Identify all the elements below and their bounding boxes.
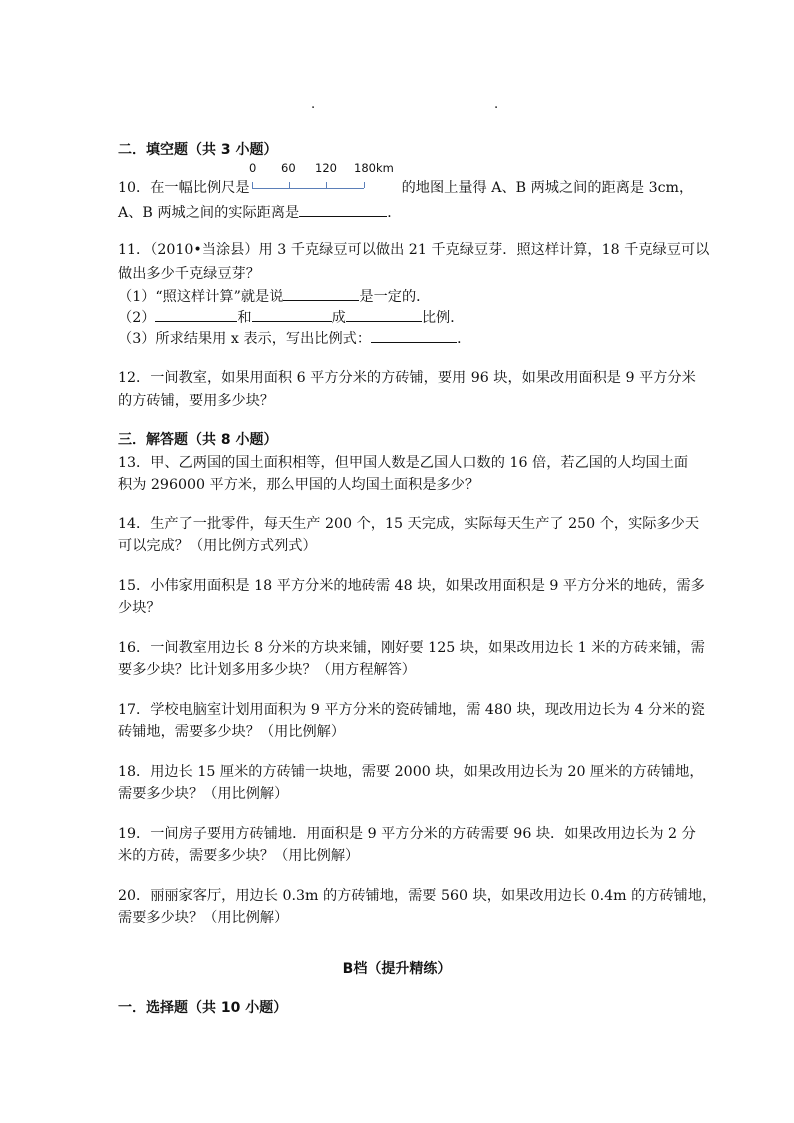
q18-line2: 需要多少块？（用比例解） bbox=[118, 786, 289, 802]
section-solve-heading: 三．解答题（共 8 小题） bbox=[118, 432, 278, 448]
b-level-heading: B档（提升精练） bbox=[342, 961, 452, 977]
q17-line2: 砖铺地，需要多少块？（用比例解） bbox=[118, 724, 346, 740]
q10-line1 bbox=[118, 178, 693, 198]
q14-line1: 14．生产了一批零件，每天生产 200 个，15 天完成，实际每天生产了 250 个，实际多少天 bbox=[118, 516, 700, 532]
q11-part2-blank-1[interactable] bbox=[155, 307, 237, 322]
scale-label-0: 0 bbox=[249, 161, 257, 175]
q10-text-before: 10．在一幅比例尺是 bbox=[118, 180, 250, 196]
header-dot-right: . bbox=[494, 97, 499, 112]
q11-part3-blank[interactable] bbox=[371, 328, 457, 343]
q11-part1-blank[interactable] bbox=[283, 286, 359, 301]
scale-tick bbox=[364, 182, 365, 188]
q11-part2 bbox=[118, 307, 464, 328]
q16-line1: 16．一间教室用边长 8 分米的方块来铺，刚好要 125 块，如果改用边长 1 米的方砖来铺，需 bbox=[118, 640, 705, 656]
q10-text-after: 的地图上量得 A、B 两城之间的距离是 3cm， bbox=[401, 180, 694, 196]
q20-line2: 需要多少块？（用比例解） bbox=[118, 910, 289, 926]
q11-part2-text: （2） bbox=[118, 310, 156, 326]
scale-tick bbox=[252, 182, 253, 188]
q16-line2: 要多少块？比计划多用多少块？（用方程解答） bbox=[118, 662, 416, 678]
scale-label-180km: 180km bbox=[354, 161, 394, 175]
q18-line1: 18．用边长 15 厘米的方砖铺一块地，需要 2000 块，如果改用边长为 20 厘米的方砖铺地， bbox=[118, 764, 704, 780]
q10-line2 bbox=[118, 202, 401, 223]
scale-tick bbox=[289, 182, 290, 188]
q15-line1: 15．小伟家用面积是 18 平方分米的地砖需 48 块，如果改用面积是 9 平方分米的地砖，需多 bbox=[118, 578, 705, 594]
q11-part1-end: 是一定的． bbox=[359, 289, 431, 305]
q11-part2-and: 和 bbox=[237, 310, 252, 326]
scale-label-120: 120 bbox=[315, 161, 337, 175]
section-fill-blank-heading: 二．填空题（共 3 小题） bbox=[118, 142, 278, 158]
scale-bar-line bbox=[252, 188, 364, 189]
q19-line1: 19．一间房子要用方砖铺地．用面积是 9 平方分米的方砖需要 96 块．如果改用边长为 2 分 bbox=[118, 826, 696, 842]
q13-line1: 13．甲、乙两国的国土面积相等，但甲国人数是乙国人口数的 16 倍，若乙国的人均国土面 bbox=[118, 455, 689, 471]
scale-tick bbox=[326, 182, 327, 188]
q20-line1: 20．丽丽家客厅，用边长 0.3m 的方砖铺地，需要 560 块，如果改用边长 0.4m 的方砖铺地， bbox=[118, 888, 717, 904]
q11-part2-blank-2[interactable] bbox=[252, 307, 332, 322]
q12-line2: 的方砖铺，要用多少块？ bbox=[118, 393, 275, 409]
q11-part2-cheng: 成 bbox=[331, 310, 346, 326]
header-dot-left: . bbox=[311, 97, 316, 112]
q19-line2: 米的方砖，需要多少块？（用比例解） bbox=[118, 848, 360, 864]
q14-line2: 可以完成？（用比例方式列式） bbox=[118, 538, 317, 554]
scale-label-60: 60 bbox=[281, 161, 296, 175]
q11-part2-blank-3[interactable] bbox=[346, 307, 422, 322]
q11-part3 bbox=[118, 328, 471, 349]
q13-line2: 积为 296000 平方米，那么甲国的人均国土面积是多少？ bbox=[118, 477, 480, 493]
q11-line1: 11．（2010•当涂县）用 3 千克绿豆可以做出 21 千克绿豆芽．照这样计算，18 千克绿豆可以 bbox=[118, 242, 710, 258]
q11-line2: 做出多少千克绿豆芽？ bbox=[118, 266, 260, 282]
q11-part3-end: ． bbox=[457, 331, 472, 347]
scale-bar bbox=[244, 161, 394, 195]
q15-line2: 少块？ bbox=[118, 600, 161, 616]
q12-line1: 12．一间教室，如果用面积 6 平方分米的方砖铺，要用 96 块，如果改用面积是 9 平方分米 bbox=[118, 370, 696, 386]
q10-text-end: ． bbox=[387, 205, 402, 221]
section-choice-heading: 一．选择题（共 10 小题） bbox=[118, 1000, 288, 1016]
q11-part3-text: （3）所求结果用 x 表示，写出比例式： bbox=[118, 331, 372, 347]
q10-text-line2: A、B 两城之间的实际距离是 bbox=[118, 205, 300, 221]
q11-part1 bbox=[118, 286, 430, 307]
q10-answer-blank[interactable] bbox=[299, 202, 387, 217]
q17-line1: 17．学校电脑室计划用面积为 9 平方分米的瓷砖铺地，需 480 块，现改用边长为 4 分米的瓷 bbox=[118, 702, 705, 718]
q11-part1-text: （1）“照这样计算”就是说 bbox=[118, 289, 284, 305]
q11-part2-end: 比例． bbox=[421, 310, 465, 326]
